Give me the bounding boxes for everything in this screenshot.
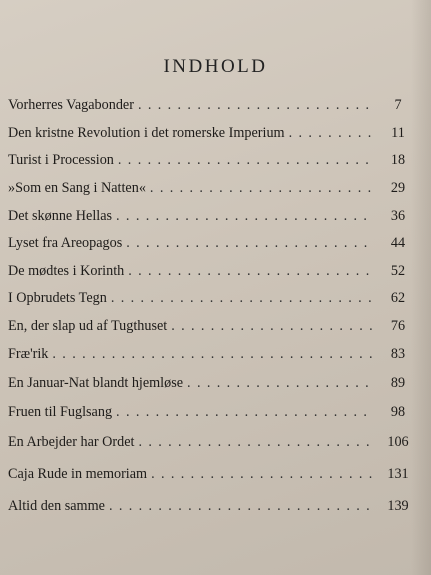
dot-leader bbox=[52, 343, 372, 365]
toc-entry bbox=[8, 232, 418, 254]
dot-leader bbox=[187, 372, 372, 394]
toc-entry bbox=[8, 149, 418, 171]
toc-entry bbox=[8, 94, 418, 116]
toc-entry-title: Caja Rude in memoriam bbox=[8, 466, 148, 482]
toc-entry bbox=[8, 431, 418, 453]
toc-entry bbox=[8, 463, 418, 485]
toc-entry bbox=[8, 122, 418, 144]
toc-entry-page: 44 bbox=[390, 235, 406, 251]
toc-entry-page: 98 bbox=[390, 404, 406, 420]
toc-entry bbox=[8, 315, 418, 337]
toc-entry-title: Vorherres Vagabonder bbox=[8, 97, 134, 113]
toc-entry-title: Den kristne Revolution i det romerske Imperium bbox=[8, 125, 285, 141]
toc-entry-page: 139 bbox=[387, 498, 409, 514]
dot-leader bbox=[111, 287, 372, 309]
dot-leader bbox=[116, 205, 372, 227]
page-edge-shadow bbox=[411, 0, 431, 575]
toc-entry-title: Fræ'rik bbox=[8, 346, 49, 362]
toc-entry-title: Turist i Procession bbox=[8, 152, 114, 168]
toc-entry-title: Altid den samme bbox=[8, 498, 105, 514]
toc-entry bbox=[8, 260, 418, 282]
dot-leader bbox=[128, 260, 372, 282]
toc-entry bbox=[8, 372, 418, 394]
dot-leader bbox=[109, 495, 372, 517]
toc-entry-title: Fruen til Fuglsang bbox=[8, 404, 113, 420]
toc-entry-page: 52 bbox=[390, 263, 406, 279]
toc-entry-page: 89 bbox=[390, 375, 406, 391]
toc-entry-page: 83 bbox=[390, 346, 406, 362]
toc-entry-title: En, der slap ud af Tugthuset bbox=[8, 318, 168, 334]
toc-entry bbox=[8, 401, 418, 423]
toc-entry-title: I Opbrudets Tegn bbox=[8, 290, 107, 306]
toc-entry-title: »Som en Sang i Natten« bbox=[8, 180, 146, 196]
toc-entry-title: Lyset fra Areopagos bbox=[8, 235, 123, 251]
dot-leader bbox=[171, 315, 372, 337]
dot-leader bbox=[126, 232, 372, 254]
toc-entry bbox=[8, 343, 418, 365]
dot-leader bbox=[118, 149, 372, 171]
dot-leader bbox=[151, 463, 372, 485]
toc-entry-title: En Arbejder har Ordet bbox=[8, 434, 135, 450]
toc-entry-page: 7 bbox=[394, 97, 402, 113]
toc-entry-page: 106 bbox=[387, 434, 409, 450]
toc-entry-page: 11 bbox=[391, 125, 405, 141]
toc-entry bbox=[8, 205, 418, 227]
dot-leader bbox=[116, 401, 372, 423]
toc-entry-title: De mødtes i Korinth bbox=[8, 263, 125, 279]
toc-entry-title: Det skønne Hellas bbox=[8, 208, 113, 224]
toc-entry bbox=[8, 495, 418, 517]
page-heading: INDHOLD bbox=[163, 56, 268, 77]
dot-leader bbox=[138, 94, 372, 116]
toc-entry-title: En Januar-Nat blandt hjemløse bbox=[8, 375, 184, 391]
toc-entry-page: 62 bbox=[390, 290, 406, 306]
toc-entry-page: 18 bbox=[390, 152, 406, 168]
toc-entry-page: 76 bbox=[390, 318, 406, 334]
toc-entry bbox=[8, 177, 418, 199]
dot-leader bbox=[289, 122, 372, 144]
toc-entry bbox=[8, 287, 418, 309]
dot-leader bbox=[150, 177, 372, 199]
dot-leader bbox=[138, 431, 372, 453]
toc-entry-page: 29 bbox=[390, 180, 406, 196]
toc-entry-page: 131 bbox=[387, 466, 409, 482]
toc-entry-page: 36 bbox=[390, 208, 406, 224]
